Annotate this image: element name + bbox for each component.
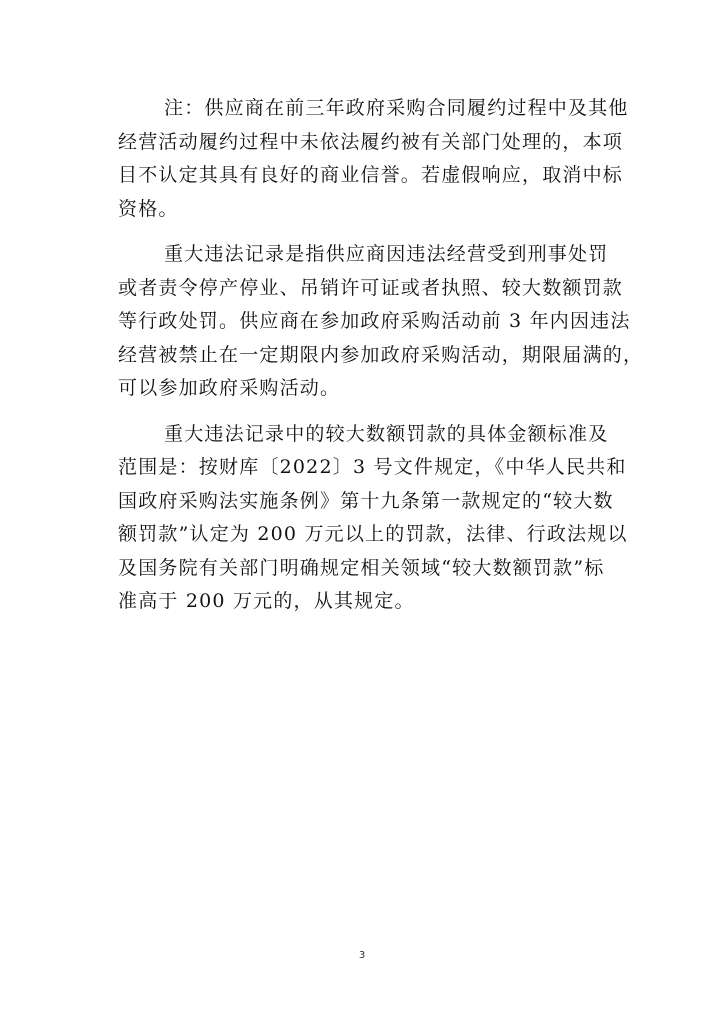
text-line: 可以参加政府采购活动。	[118, 377, 341, 399]
paragraph-note	[118, 92, 629, 226]
text-line: 目不认定其具有良好的商业信誉。若虚假响应，取消中标	[118, 164, 624, 186]
text-line: 重大违法记录是指供应商因违法经营受到刑事处罚	[164, 243, 609, 265]
text-line: 注：供应商在前三年政府采购合同履约过程中及其他	[164, 97, 629, 119]
text-line: 额罚款”认定为 200 万元以上的罚款，法律、行政法规以	[118, 523, 628, 545]
text-line: 及国务院有关部门明确规定相关领域“较大数额罚款”标	[118, 556, 605, 579]
text-line: 资格。	[118, 197, 179, 220]
paragraph-violation-record	[118, 238, 644, 406]
paragraph-fine-standard	[118, 418, 628, 619]
text-line: 重大违法记录中的较大数额罚款的具体金额标准及	[164, 422, 609, 445]
text-line: 国政府采购法实施条例》第十九条第一款规定的“较大数	[118, 489, 614, 512]
text-line: 经营被禁止在一定期限内参加政府采购活动，期限届满的，	[118, 343, 644, 366]
document-body	[118, 92, 644, 631]
text-line: 等行政处罚。供应商在参加政府采购活动前 3 年内因违法	[118, 310, 631, 332]
text-line: 准高于 200 万元的，从其规定。	[118, 590, 415, 612]
text-line: 范围是：按财库〔2022〕3 号文件规定，《中华人民共和	[118, 456, 627, 478]
text-line: 或者责令停产停业、吊销许可证或者执照、较大数额罚款	[118, 276, 624, 299]
page-number: 3	[358, 950, 366, 961]
text-line: 经营活动履约过程中未依法履约被有关部门处理的，本项	[118, 130, 624, 153]
